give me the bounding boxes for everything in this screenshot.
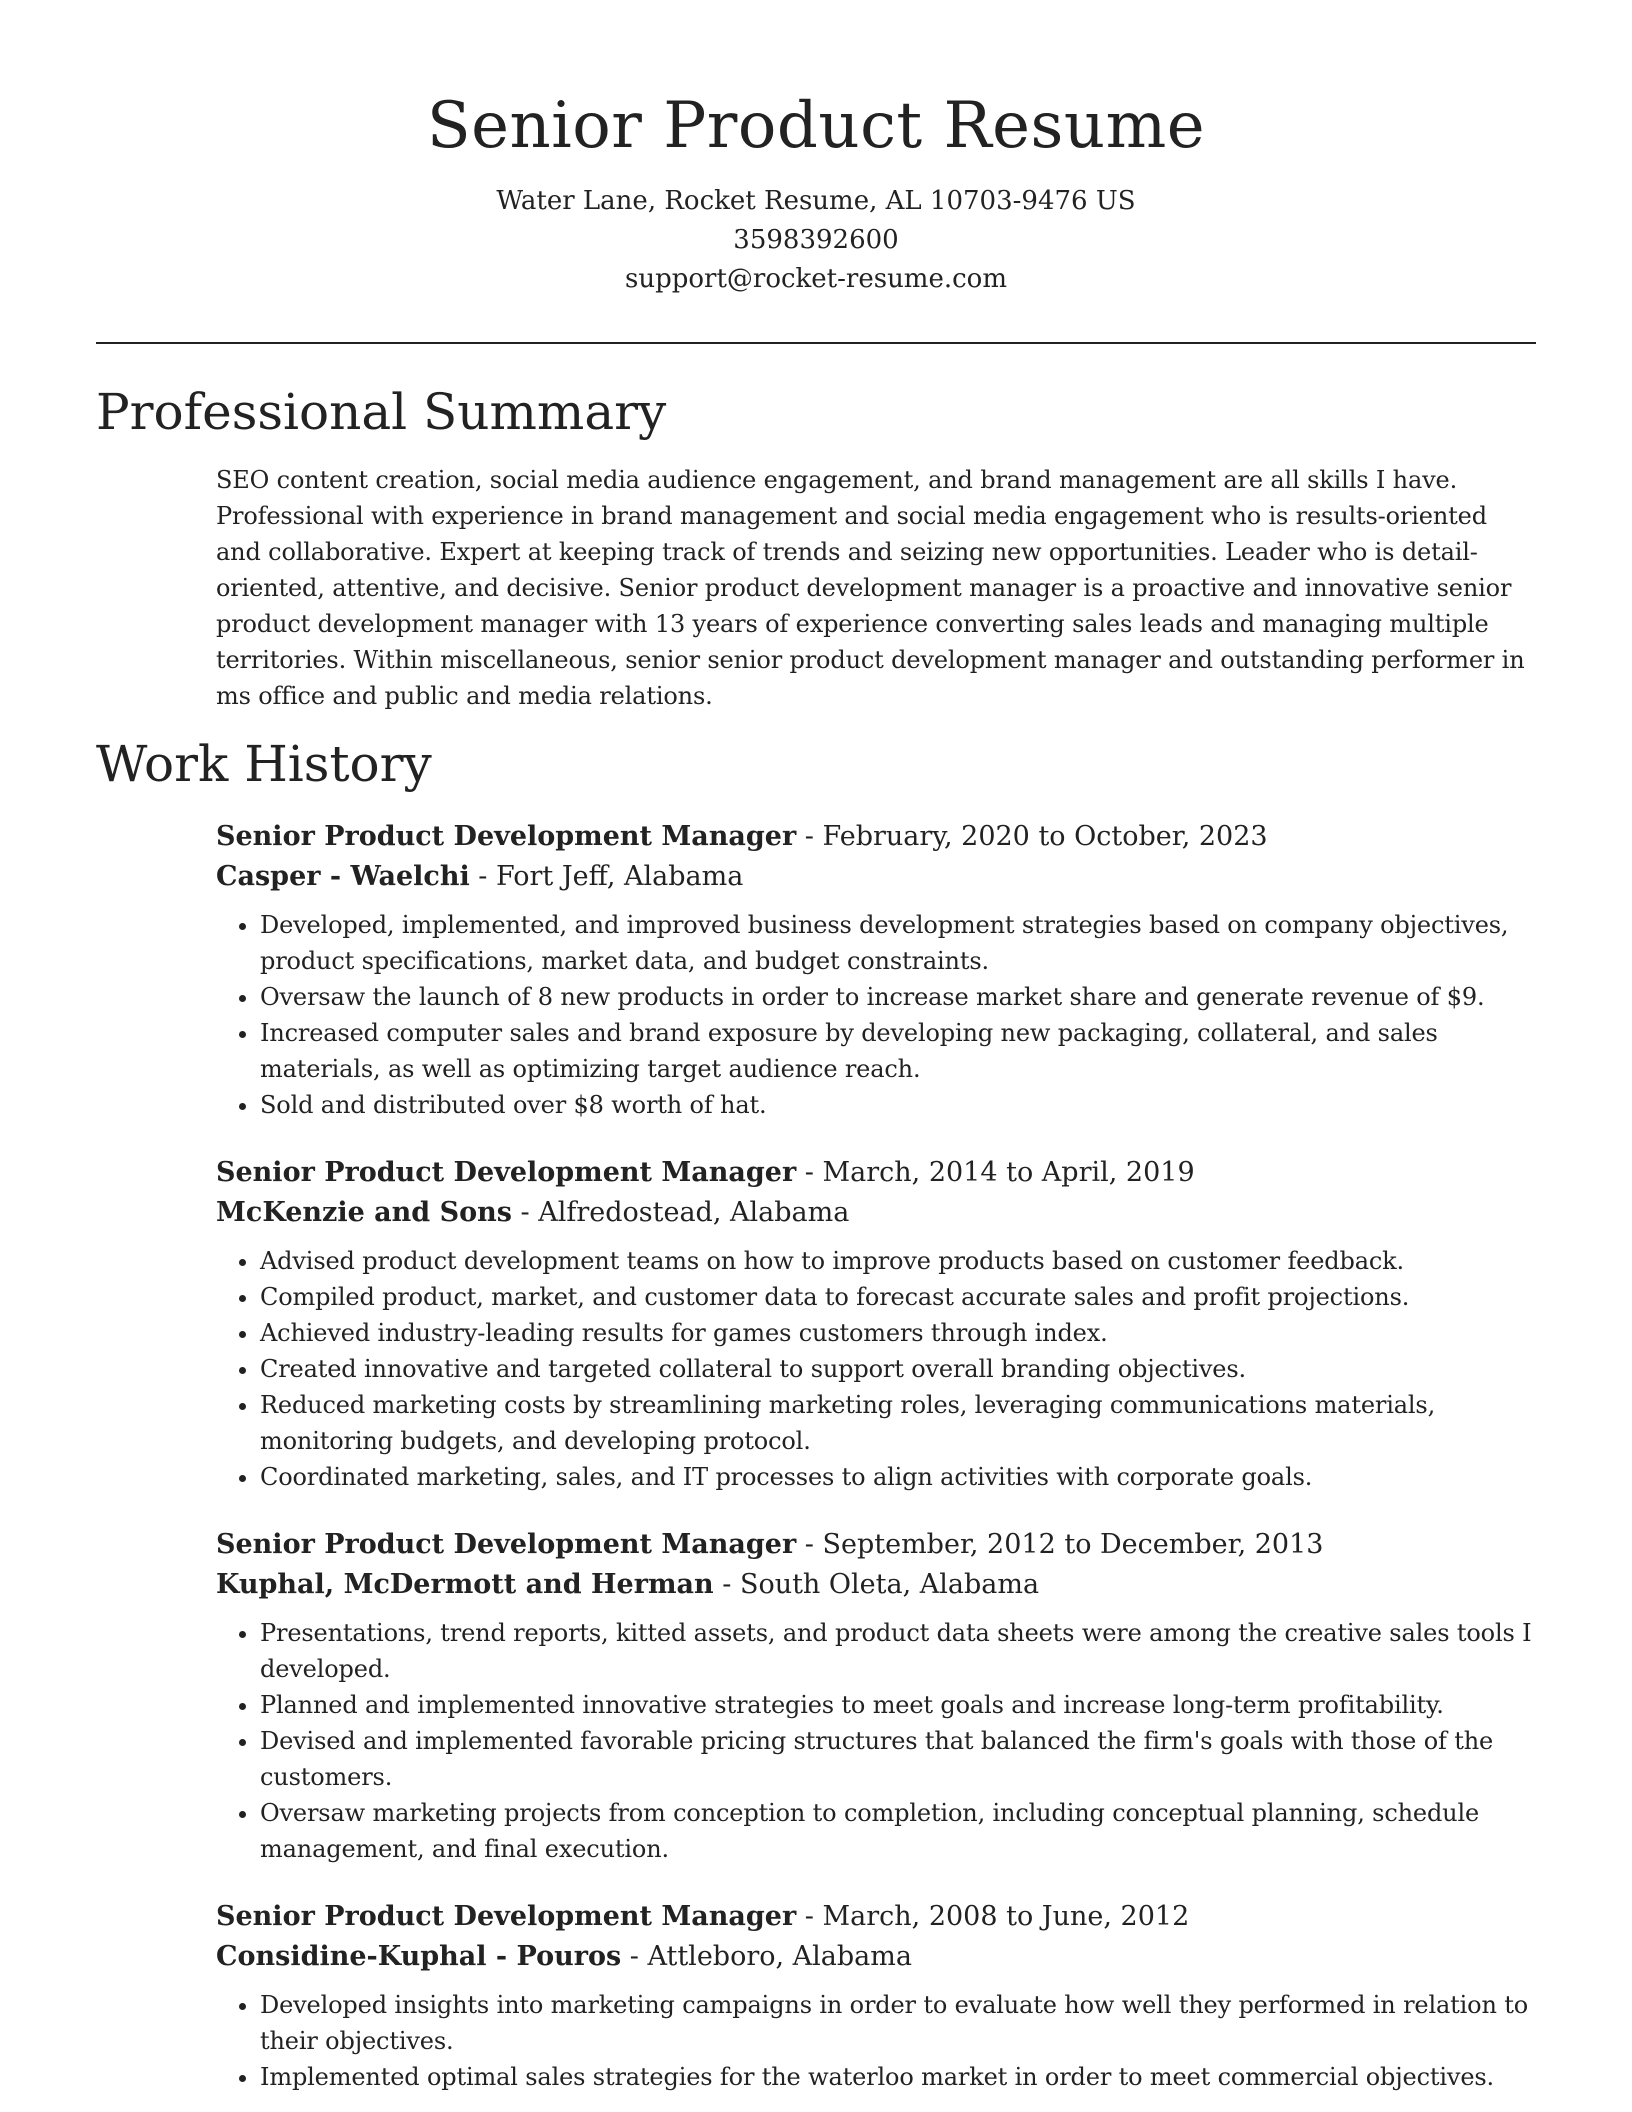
job-entry <box>216 1153 1536 1495</box>
job-dates: - March, 2014 to April, 2019 <box>796 1157 1195 1188</box>
job-bullet: • Sold and distributed over $8 worth of hat. <box>260 1087 1536 1123</box>
job-entry <box>216 817 1536 1123</box>
job-dates: - September, 2012 to December, 2013 <box>796 1529 1324 1560</box>
job-title-line <box>216 817 1536 857</box>
job-company: Kuphal, McDermott and Herman <box>216 1569 714 1600</box>
job-bullet: • Developed insights into marketing campaigns in order to evaluate how well they performed in relation to their objectives. <box>260 1987 1536 2059</box>
summary-text: SEO content creation, social media audience engagement, and brand management are all skills I have. Professional with experience in brand management and social media engagement who is results-oriented and collaborative. Expert at keeping track of trends and seizing new opportunities. Leader who is detail-oriented, attentive, and decisive. Senior product development manager is a proactive and innovative senior product development manager with 13 years of experience converting sales leads and managing multiple territories. Within miscellaneous, senior senior product development manager and outstanding performer in ms office and public and media relations. <box>216 466 1525 710</box>
job-bullets <box>216 1615 1536 1867</box>
job-bullet: • Compiled product, market, and customer data to forecast accurate sales and profit projections. <box>260 1279 1536 1315</box>
job-bullet: • Oversaw the launch of 8 new products in order to increase market share and generate revenue of $9. <box>260 979 1536 1015</box>
job-bullet: • Developed, implemented, and improved business development strategies based on company objectives, product specifications, market data, and budget constraints. <box>260 907 1536 979</box>
summary-heading: Professional Summary <box>96 383 667 441</box>
job-company: Casper - Waelchi <box>216 861 470 892</box>
job-dates: - February, 2020 to October, 2023 <box>796 821 1268 852</box>
job-bullet: • Implemented optimal sales strategies for the waterloo market in order to meet commercial objectives. <box>260 2059 1536 2095</box>
job-company-line <box>216 1193 1536 1233</box>
contact-address: Water Lane, Rocket Resume, AL 10703-9476 US <box>496 186 1136 216</box>
job-bullet: • Planned and implemented innovative strategies to meet goals and increase long-term profitability. <box>260 1687 1536 1723</box>
job-bullet: • Created innovative and targeted collateral to support overall branding objectives. <box>260 1351 1536 1387</box>
job-company-line <box>216 857 1536 897</box>
job-location: - South Oleta, Alabama <box>713 1569 1040 1600</box>
job-title: Senior Product Development Manager <box>216 1157 797 1188</box>
job-company-line <box>216 1565 1536 1605</box>
job-title: Senior Product Development Manager <box>216 1529 797 1560</box>
header-divider <box>96 342 1536 344</box>
job-entry <box>216 1897 1536 2095</box>
job-bullet: • Reduced marketing costs by streamlining marketing roles, leveraging communications materials, monitoring budgets, and developing protocol. <box>260 1387 1536 1459</box>
job-location: - Attleboro, Alabama <box>621 1941 912 1972</box>
resume-name: Senior Product Resume <box>426 89 1206 163</box>
work-history-list <box>216 817 1536 2112</box>
job-bullet: • Coordinated marketing, sales, and IT processes to align activities with corporate goals. <box>260 1459 1536 1495</box>
job-company: Considine-Kuphal - Pouros <box>216 1941 622 1972</box>
resume-header <box>0 82 1632 299</box>
work-history-heading: Work History <box>96 735 432 793</box>
job-bullets <box>216 1243 1536 1495</box>
job-company: McKenzie and Sons <box>216 1197 512 1228</box>
job-bullet: • Oversaw marketing projects from conception to completion, including conceptual planning, schedule management, and final execution. <box>260 1795 1536 1867</box>
job-bullets <box>216 1987 1536 2095</box>
job-bullets <box>216 907 1536 1123</box>
contact-email: support@rocket-resume.com <box>624 264 1007 294</box>
job-bullet: • Advised product development teams on how to improve products based on customer feedback. <box>260 1243 1536 1279</box>
job-title-line <box>216 1525 1536 1565</box>
job-bullet: • Presentations, trend reports, kitted assets, and product data sheets were among the creative sales tools I developed. <box>260 1615 1536 1687</box>
job-bullet: • Increased computer sales and brand exposure by developing new packaging, collateral, and sales materials, as well as optimizing target audience reach. <box>260 1015 1536 1087</box>
job-title: Senior Product Development Manager <box>216 821 797 852</box>
job-company-line <box>216 1937 1536 1977</box>
job-title-line <box>216 1153 1536 1193</box>
job-bullet: • Achieved industry-leading results for games customers through index. <box>260 1315 1536 1351</box>
job-entry <box>216 1525 1536 1867</box>
job-title: Senior Product Development Manager <box>216 1901 797 1932</box>
job-bullet: • Devised and implemented favorable pricing structures that balanced the firm's goals with those of the customers. <box>260 1723 1536 1795</box>
contact-block <box>0 182 1632 299</box>
job-location: - Alfredostead, Alabama <box>511 1197 850 1228</box>
job-location: - Fort Jeff, Alabama <box>469 861 744 892</box>
contact-phone: 3598392600 <box>733 225 899 255</box>
job-dates: - March, 2008 to June, 2012 <box>796 1901 1190 1932</box>
job-title-line <box>216 1897 1536 1937</box>
